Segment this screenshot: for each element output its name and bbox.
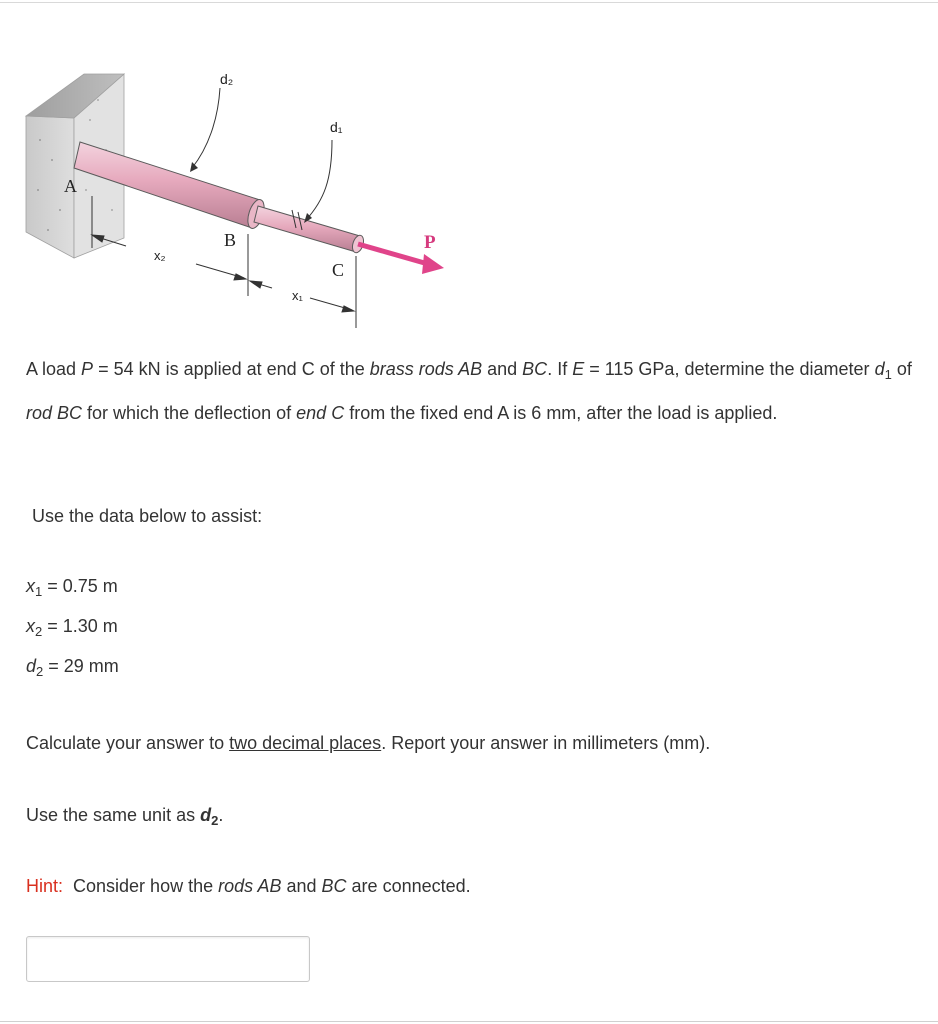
label-d2: d₂: [220, 71, 234, 87]
unit-note: Use the same unit as $d_2$.: [26, 805, 224, 828]
top-divider: [0, 2, 938, 3]
variable-x1: $x_1 = 0.75$ m: [26, 576, 118, 599]
hint-label: Hint:: [26, 876, 64, 896]
problem-statement: A load P = 54 kN is applied at end C of the brass rods AB and BC. If E = 115 GPa, determine the diameter $d_1$ of rod BC for which the deflection of end C from the fixed end A is 6 mm, after the load is applied.: [26, 359, 912, 423]
label-x1: x₁: [292, 288, 303, 303]
answer-input[interactable]: [26, 936, 310, 982]
variable-x2: $x_2 = 1.30$ m: [26, 616, 118, 639]
label-d1: d₁: [330, 119, 343, 135]
label-b: B: [224, 230, 237, 250]
calc-instruction: Calculate your answer to two decimal places. Report your answer in millimeters (mm).: [26, 733, 711, 753]
label-p: P: [424, 232, 436, 253]
assist-text: Use the data below to assist:: [32, 506, 263, 526]
label-x2: x₂: [154, 248, 166, 263]
bottom-divider: [0, 1021, 938, 1022]
two-decimal-places-text: two decimal places: [229, 733, 382, 753]
rod-bc: [254, 206, 366, 254]
d2-leader: [192, 88, 220, 168]
label-a: A: [64, 176, 77, 196]
rod-diagram: [20, 60, 460, 340]
label-c: C: [332, 260, 345, 280]
variable-d2: $d_2 = 29$ mm: [26, 656, 119, 679]
hint: Hint: Consider how the rods AB and BC are connected.: [26, 876, 471, 896]
d1-leader: [306, 140, 332, 220]
